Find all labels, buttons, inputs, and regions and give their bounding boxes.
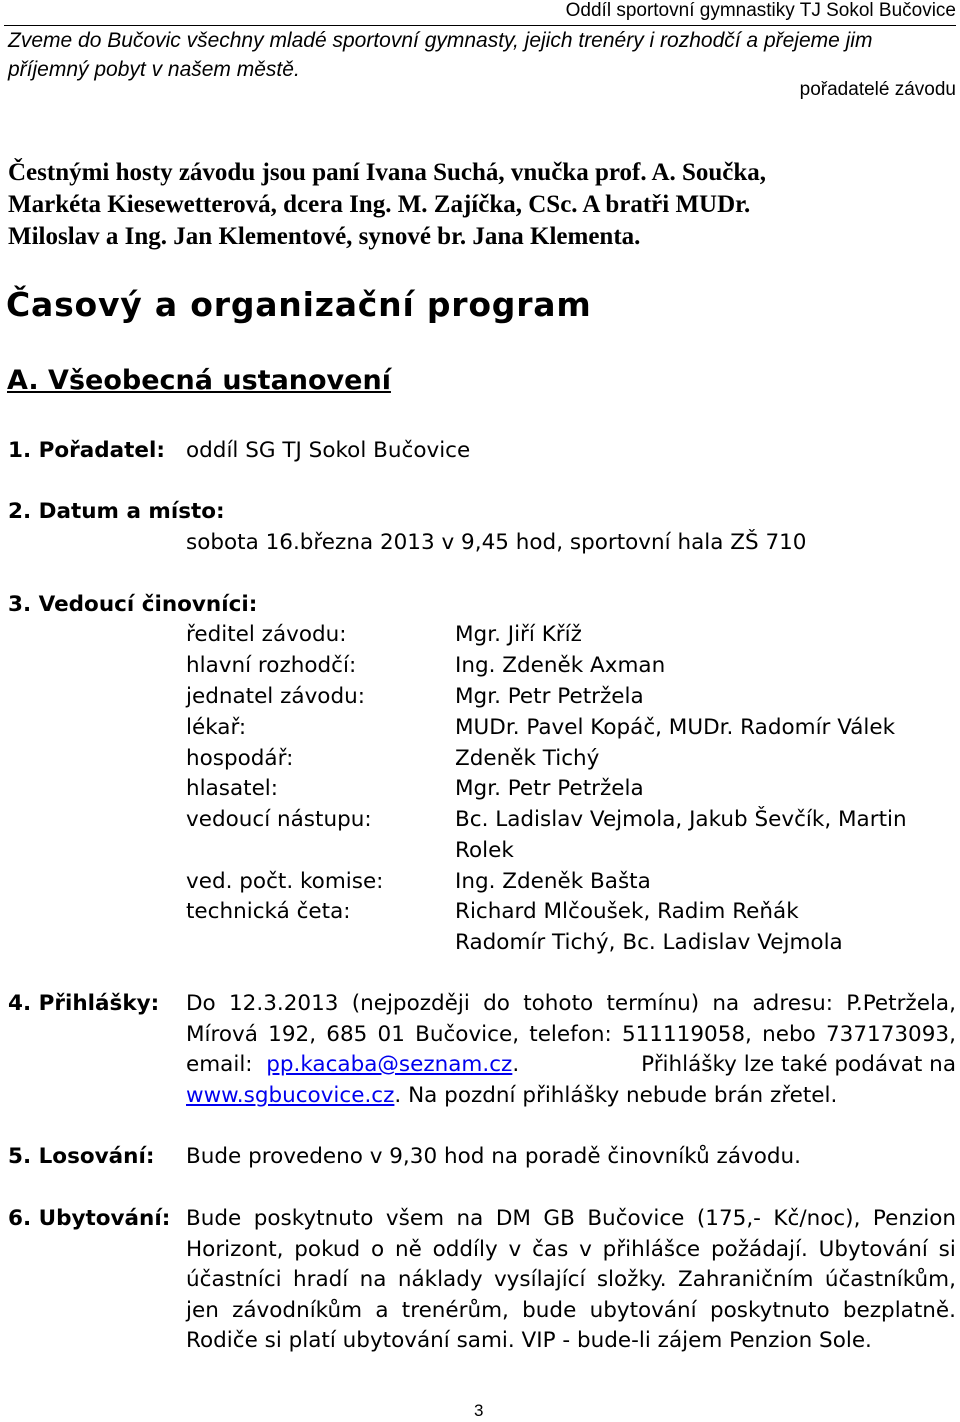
welcome-text (8, 26, 958, 84)
item-5-value: Bude provedeno v 9,30 hod na poradě činovníků závodu. (186, 1144, 801, 1169)
role-lineup-leader: vedoucí nástupu: (186, 807, 372, 832)
item-6-line-2: Horizont, pokud o ně oddíly v čas v přihlášce požádají. Ubytování si (186, 1236, 956, 1262)
item-5-label: 5. Losování: (8, 1144, 155, 1169)
item-6-line-1: Bude poskytnuto všem na DM GB Bučovice (175,- Kč/noc), Penzion (186, 1206, 956, 1231)
role-scoring-committee: ved. počt. komise: (186, 869, 384, 894)
item-4-line-3: email: pp.kacaba@seznam.cz. Přihlášky lze také podávat na (186, 1050, 956, 1081)
item-2-label: 2. Datum a místo: (8, 499, 225, 524)
item-2-value: sobota 16.března 2013 v 9,45 hod, sportovní hala ZŠ 710 (186, 530, 807, 555)
item-4-text (186, 989, 956, 1111)
name-scoring-committee: Ing. Zdeněk Bašta (455, 869, 651, 894)
name-director: Mgr. Jiří Kříž (455, 622, 582, 647)
item-6-text (186, 1204, 956, 1357)
role-director: ředitel závodu: (186, 622, 347, 647)
item-6-line-3: účastníci hradí na náklady vysílající složky. Zahraničním účastníkům, (186, 1267, 956, 1292)
section-a-heading: A. Všeobecná ustanovení (7, 365, 391, 396)
program-title: Časový a organizační program (6, 285, 592, 324)
name-secretary: Mgr. Petr Petržela (455, 684, 644, 709)
item-1-label: 1. Pořadatel: (8, 438, 165, 463)
role-doctor: lékař: (186, 715, 247, 740)
email-prefix: email: (186, 1052, 253, 1077)
item-3-label: 3. Vedoucí činovníci: (8, 592, 258, 617)
name-doctor: MUDr. Pavel Kopáč, MUDr. Radomír Válek (455, 715, 896, 740)
honor-line-1: Čestnými hosty závodu jsou paní Ivana Suchá, vnučka prof. A. Součka, (8, 159, 767, 186)
website-link[interactable]: www.sgbucovice.cz (186, 1082, 395, 1108)
item-6-label: 6. Ubytování: (8, 1206, 171, 1231)
organizers-signature: pořadatelé závodu (799, 79, 956, 100)
name-chief-judge: Ing. Zdeněk Axman (455, 653, 666, 678)
honor-line-3: Miloslav a Ing. Jan Klementové, synové br. Jana Klementa. (8, 223, 641, 250)
name-announcer: Mgr. Petr Petržela (455, 776, 644, 801)
item-4-line-2: Mírová 192, 685 01 Bučovice, telefon: 511119058, nebo 737173093, (186, 1021, 956, 1047)
name-lineup-leader-cont: Rolek (455, 838, 514, 863)
role-secretary: jednatel závodu: (186, 684, 365, 709)
role-announcer: hlasatel: (186, 776, 279, 801)
item-6-line-4: jen závodníkům a trenérům, bude ubytování poskytnuto bezplatně. (186, 1297, 956, 1323)
name-technical-crew: Richard Mlčoušek, Radim Reňák (455, 899, 799, 924)
item-4-label: 4. Přihlášky: (8, 991, 160, 1016)
role-technical-crew: technická četa: (186, 899, 351, 924)
email-link[interactable]: pp.kacaba@seznam.cz (266, 1052, 513, 1077)
page-number: 3 (474, 1401, 484, 1420)
welcome-line-1: Zveme do Bučovic všechny mladé sportovní gymnasty, jejich trenéry i rozhodčí a přejeme jim (8, 29, 873, 52)
name-treasurer: Zdeněk Tichý (455, 746, 600, 771)
honor-guests-text (8, 157, 958, 253)
name-lineup-leader: Bc. Ladislav Vejmola, Jakub Ševčík, Martin (455, 807, 907, 832)
role-chief-judge: hlavní rozhodčí: (186, 653, 357, 678)
item-1-value: oddíl SG TJ Sokol Bučovice (186, 438, 471, 463)
item-6-line-5: Rodiče si platí ubytování sami. VIP - bude-li zájem Penzion Sole. (186, 1328, 872, 1353)
role-treasurer: hospodář: (186, 746, 294, 771)
welcome-line-2: příjemný pobyt v našem městě. (8, 58, 300, 81)
item-4-line-3-rest: Přihlášky lze také podávat na (641, 1052, 956, 1077)
header-title: Oddíl sportovní gymnastiky TJ Sokol Bučovice (565, 0, 956, 21)
name-technical-crew-cont: Radomír Tichý, Bc. Ladislav Vejmola (455, 930, 843, 955)
item-4-line-4: www.sgbucovice.cz. Na pozdní přihlášky nebude brán zřetel. (186, 1082, 838, 1108)
item-4-line-1: Do 12.3.2013 (nejpozději do tohoto termínu) na adresu: P.Petržela, (186, 991, 956, 1016)
honor-line-2: Markéta Kiesewetterová, dcera Ing. M. Zajíčka, CSc. A bratři MUDr. (8, 191, 751, 218)
